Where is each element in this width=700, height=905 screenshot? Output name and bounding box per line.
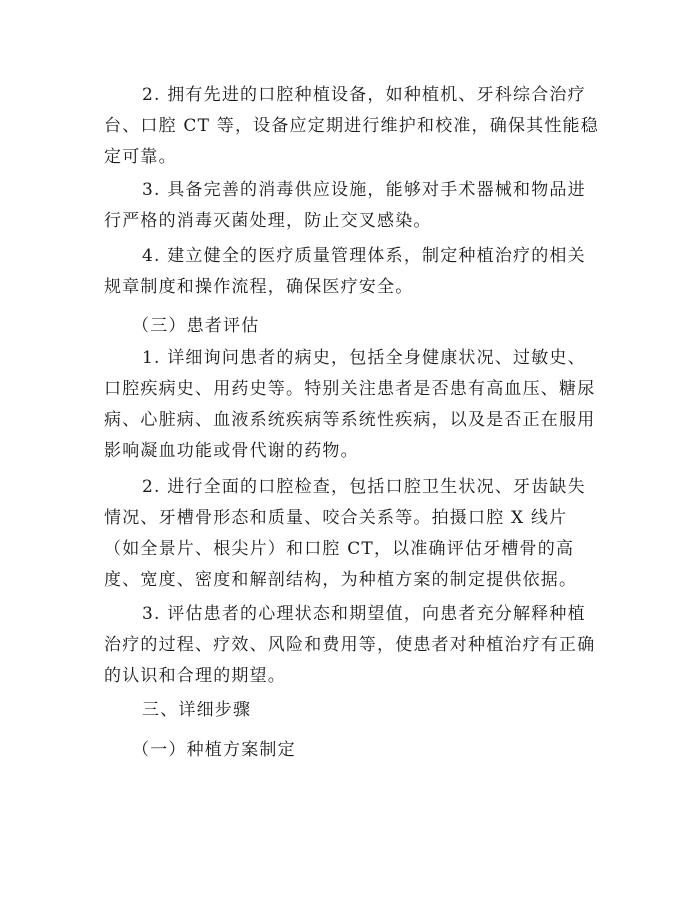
paragraph-line: 3. 评估患者的心理状态和期望值，向患者充分解释种植 — [142, 604, 586, 624]
paragraph-line: 病、心脏病、血液系统疾病等系统性疾病，以及是否正在服用 — [104, 410, 596, 430]
paragraph-line: 2. 进行全面的口腔检查，包括口腔卫生状况、牙齿缺失 — [142, 477, 586, 497]
paragraph-line: 台、口腔 CT 等，设备应定期进行维护和校准，确保其性能稳 — [104, 116, 599, 136]
paragraph-line: 规章制度和操作流程，确保医疗安全。 — [104, 277, 414, 297]
paragraph-line: 度、宽度、密度和解剖结构，为种植方案的制定提供依据。 — [104, 570, 578, 590]
paragraph-line: 2. 拥有先进的口腔种植设备，如种植机、牙科综合治疗 — [142, 85, 586, 105]
paragraph-line: 1. 详细询问患者的病史，包括全身健康状况、过敏史、 — [142, 348, 586, 368]
heading-plan-formulation: （一）种植方案制定 — [132, 740, 296, 760]
heading-detailed-steps: 三、详细步骤 — [142, 700, 252, 720]
paragraph-oral-exam — [104, 472, 600, 596]
paragraph-line: 行严格的消毒灭菌处理，防止交叉感染。 — [104, 211, 432, 231]
paragraph-line: 口腔疾病史、用药史等。特别关注患者是否患有高血压、糖尿 — [104, 379, 596, 399]
paragraph-medical-history — [104, 343, 600, 467]
paragraph-line: 情况、牙槽骨形态和质量、咬合关系等。拍摄口腔 X 线片 — [104, 508, 568, 528]
paragraph-line: 的认识和合理的期望。 — [104, 666, 286, 686]
paragraph-line: （如全景片、根尖片）和口腔 CT，以准确评估牙槽骨的高 — [104, 539, 575, 559]
heading-patient-assessment: （三）患者评估 — [132, 316, 260, 336]
paragraph-line: 定可靠。 — [104, 147, 177, 167]
paragraph-line: 影响凝血功能或骨代谢的药物。 — [104, 441, 359, 461]
paragraph-line: 4. 建立健全的医疗质量管理体系，制定种植治疗的相关 — [142, 246, 586, 266]
paragraph-disinfection — [104, 175, 600, 237]
paragraph-line: 治疗的过程、疗效、风险和费用等，使患者对种植治疗有正确 — [104, 635, 596, 655]
paragraph-equipment — [104, 80, 600, 173]
paragraph-psychological-assessment — [104, 599, 600, 692]
paragraph-line: 3. 具备完善的消毒供应设施，能够对手术器械和物品进 — [142, 180, 586, 200]
paragraph-quality-management — [104, 241, 600, 303]
